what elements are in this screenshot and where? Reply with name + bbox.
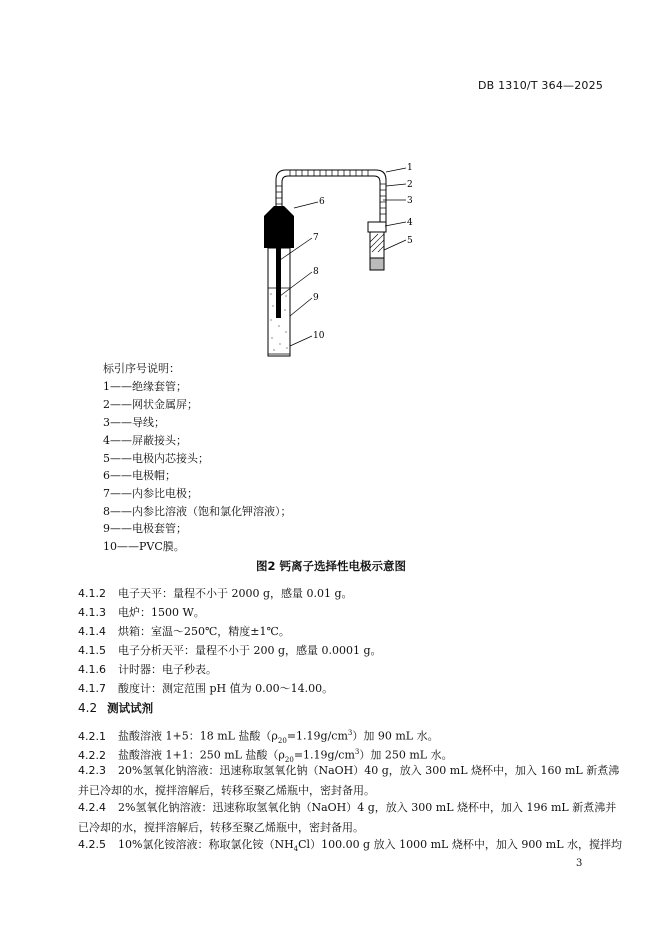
clause-row <box>78 606 205 620</box>
legend-item: 8——内参比溶液（饱和氯化钾溶液）； <box>103 505 292 518</box>
clause-text: 盐酸溶液 1+5：18 mL 盐酸（ρ <box>118 729 278 743</box>
clause-text: 电炉：1500 W。 <box>118 606 205 619</box>
clause-row <box>78 764 619 778</box>
clause-text: 计时器：电子秒表。 <box>118 663 217 676</box>
clause-number: 4.1.2 <box>78 587 106 600</box>
page-number: 3 <box>576 858 583 869</box>
callout-9: 9 <box>313 293 319 303</box>
clause-text: 10%氯化铵溶液：称取氯化铵（NH <box>118 838 294 851</box>
callout-10: 10 <box>313 331 325 341</box>
clause-text: 烘箱：室温～250℃，精度±1℃。 <box>118 625 290 638</box>
clause-text: 盐酸溶液 1+1：250 mL 盐酸（ρ <box>118 748 285 762</box>
clause-number: 4.1.4 <box>78 625 106 638</box>
subscript: 20 <box>284 755 294 764</box>
legend-item: 1——绝缘套管； <box>103 380 187 393</box>
section-number: 4.2 <box>78 701 98 715</box>
superscript: 3 <box>354 748 360 756</box>
clause-number: 4.1.6 <box>78 663 106 676</box>
electrode-diagram <box>250 160 420 360</box>
clause-number: 4.2.3 <box>78 764 106 777</box>
clause-number: 4.1.7 <box>78 682 106 695</box>
clause-row <box>78 838 622 856</box>
clause-text: ）加 90 mL 水。 <box>352 729 439 743</box>
clause-number: 4.1.5 <box>78 644 106 657</box>
clause-number: 4.2.1 <box>78 729 106 743</box>
legend-item: 6——电极帽； <box>103 469 176 482</box>
clause-number: 4.2.5 <box>78 838 106 851</box>
clause-text: =1.19g/cm <box>286 729 348 743</box>
callout-1: 1 <box>407 163 413 173</box>
legend-item: 9——电极套管； <box>103 522 187 535</box>
subscript: 4 <box>293 845 299 854</box>
callout-4: 4 <box>407 218 413 228</box>
figure-caption: 图2 钙离子选择性电极示意图 <box>255 559 406 573</box>
clause-text: 2%氢氧化钠溶液：迅速称取氢氧化钠（NaOH）4 g，放入 300 mL 烧杯中，加入 196 mL 新煮沸并 <box>118 801 617 814</box>
section-title: 测试试剂 <box>107 701 154 715</box>
legend-item: 5——电极内芯接头； <box>103 452 209 465</box>
clause-row <box>78 682 333 696</box>
clause-number: 4.2.4 <box>78 801 106 814</box>
clause-number: 4.2.2 <box>78 748 106 762</box>
clause-text: 20%氢氧化钠溶液：迅速称取氢氧化钠（NaOH）40 g，放入 300 mL 烧杯中，加入 160 mL 新煮沸 <box>118 764 620 777</box>
callout-7: 7 <box>313 233 319 243</box>
superscript: 3 <box>347 729 353 737</box>
callout-3: 3 <box>407 196 413 206</box>
subscript: 20 <box>277 736 287 745</box>
document-code: DB 1310/T 364—2025 <box>478 79 604 92</box>
clause-text: 电子分析天平：量程不小于 200 g，感量 0.0001 g。 <box>118 644 382 657</box>
section-heading <box>78 700 153 716</box>
legend-item: 3——导线； <box>103 416 165 429</box>
callout-8: 8 <box>313 267 319 277</box>
clause-number: 4.1.3 <box>78 606 106 619</box>
clause-row <box>78 801 616 815</box>
legend-item: 4——屏蔽接头； <box>103 434 187 447</box>
callout-6: 6 <box>319 197 325 207</box>
clause-continuation: 已冷却的水，搅拌溶解后，转移至聚乙烯瓶中，密封备用。 <box>78 821 364 834</box>
clause-text: =1.19g/cm <box>293 748 355 762</box>
callout-2: 2 <box>407 180 413 190</box>
legend-item: 2——网状金属屏； <box>103 398 198 411</box>
clause-text: 酸度计：测定范围 pH 值为 0.00～14.00。 <box>118 682 334 695</box>
clause-text: ）加 250 mL 水。 <box>359 748 453 762</box>
clause-row <box>78 644 382 658</box>
legend-title: 标引序号说明： <box>103 362 180 375</box>
clause-text: 电子天平：量程不小于 2000 g，感量 0.01 g。 <box>118 587 353 600</box>
clause-row <box>78 663 217 677</box>
clause-text: Cl）100.00 g 放入 1000 mL 烧杯中，加入 900 mL 水，搅拌均 <box>298 838 623 851</box>
legend-item: 7——内参比电极； <box>103 487 198 500</box>
clause-row <box>78 587 353 601</box>
legend-item: 10——PVC膜。 <box>103 540 185 553</box>
clause-continuation: 并已冷却的水，搅拌溶解后，转移至聚乙烯瓶中，密封备用。 <box>78 784 375 797</box>
callout-5: 5 <box>407 236 413 246</box>
clause-row <box>78 625 290 639</box>
